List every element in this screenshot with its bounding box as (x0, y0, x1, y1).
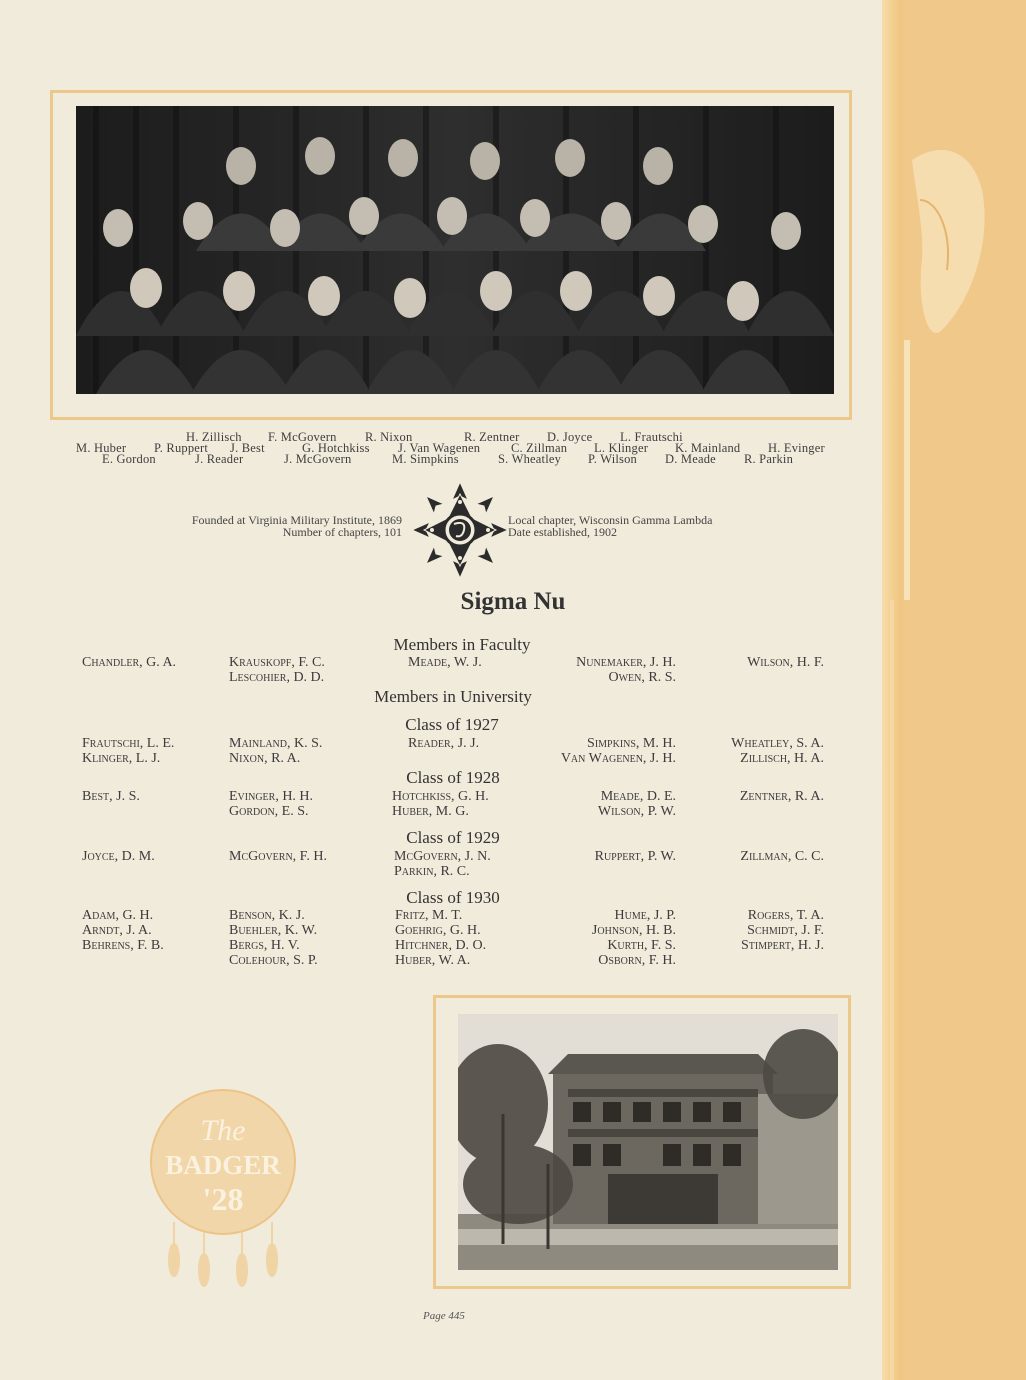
logo-line-2: BADGER (165, 1150, 281, 1180)
member-name: Goehrig, G. H. (395, 923, 481, 938)
member-name: Huber, M. G. (392, 804, 469, 819)
university-heading: Members in University (374, 687, 532, 706)
member-name: Hume, J. P. (614, 908, 676, 923)
class-1927-col-2 (229, 736, 322, 766)
member-name: Schmidt, J. F. (747, 923, 824, 938)
caption-name: R. Zentner (464, 430, 520, 444)
caption-name: D. Meade (665, 452, 716, 466)
local-chapter-line: Local chapter, Wisconsin Gamma Lambda (508, 513, 713, 527)
class-1928-heading: Class of 1928 (406, 768, 500, 787)
member-name: Hotchkiss, G. H. (392, 789, 489, 804)
member-name: Stimpert, H. J. (740, 938, 824, 953)
member-name: Evinger, H. H. (229, 789, 314, 804)
caption-name: L. Frautschi (620, 430, 683, 444)
member-name: Benson, K. J. (229, 908, 305, 923)
established-line: Date established, 1902 (508, 525, 617, 539)
class-1927-col-1 (82, 736, 174, 766)
member-name: Rogers, T. A. (747, 908, 824, 923)
faculty-heading: Members in Faculty (393, 635, 531, 654)
member-name: Buehler, K. W. (229, 923, 318, 938)
class-1928-col-5 (680, 789, 824, 804)
class-1930-col-1 (82, 908, 164, 953)
class-1928-col-1 (82, 789, 140, 804)
caption-name: R. Parkin (744, 452, 794, 466)
member-name: Fritz, M. T. (395, 908, 463, 923)
caption-name: H. Evinger (768, 441, 825, 455)
member-name: McGovern, F. H. (229, 849, 327, 864)
member-name: Ruppert, P. W. (594, 849, 676, 864)
class-1927-col-5 (680, 736, 824, 766)
logo-line-3: '28 (202, 1181, 244, 1217)
caption-name: L. Klinger (594, 441, 649, 455)
caption-name: C. Zillman (511, 441, 568, 455)
member-name: Johnson, H. B. (591, 923, 676, 938)
member-name: McGovern, J. N. (394, 849, 491, 864)
caption-name: D. Joyce (547, 430, 593, 444)
member-name: Frautschi, L. E. (82, 736, 175, 751)
member-name: Krauskopf, F. C. (229, 655, 325, 670)
member-name: Klinger, L. J. (82, 751, 161, 766)
member-name: Zillman, C. C. (740, 849, 824, 864)
class-1928-col-3 (392, 789, 489, 819)
member-name: Joyce, D. M. (82, 849, 155, 864)
caption-name: J. Van Wagenen (398, 441, 481, 455)
member-name: Best, J. S. (82, 789, 140, 804)
class-1929-heading: Class of 1929 (406, 828, 500, 847)
caption-name: K. Mainland (675, 441, 741, 455)
member-name: Zentner, R. A. (739, 789, 824, 804)
fraternity-badge-icon (410, 480, 510, 580)
caption-name: M. Huber (76, 441, 127, 455)
badger-28-logo (144, 1082, 302, 1292)
member-name: Lescohier, D. D. (229, 670, 325, 685)
member-name: Adam, G. H. (82, 908, 154, 923)
class-1929-col-3 (394, 849, 491, 879)
faculty-col-4 (500, 655, 676, 685)
class-1930-col-5 (680, 908, 824, 953)
member-name: Huber, W. A. (395, 953, 471, 968)
chapter-house-photo (458, 1014, 838, 1270)
member-name: Wilson, H. F. (747, 655, 824, 670)
member-name: Bergs, H. V. (229, 938, 300, 953)
caption-name: S. Wheatley (498, 452, 562, 466)
founded-info (100, 514, 402, 538)
member-name: Wilson, P. W. (597, 804, 676, 819)
class-1930-col-3 (395, 908, 486, 968)
class-1927-heading: Class of 1927 (405, 715, 499, 734)
member-name: Simpkins, M. H. (587, 736, 676, 751)
member-name: Meade, W. J. (408, 655, 482, 670)
member-name: Colehour, S. P. (229, 953, 318, 968)
member-name: Parkin, R. C. (394, 864, 470, 879)
caption-name: E. Gordon (102, 452, 156, 466)
member-name: Owen, R. S. (608, 670, 676, 685)
caption-name: J. Reader (195, 452, 244, 466)
group-photo (76, 106, 834, 394)
local-chapter-info (508, 514, 808, 538)
caption-name: F. McGovern (268, 430, 337, 444)
member-name: Behrens, F. B. (82, 938, 164, 953)
class-1927-col-3 (408, 736, 479, 751)
caption-row-3 (0, 452, 1026, 466)
class-1929-col-1 (82, 849, 155, 864)
class-1928-col-2 (229, 789, 313, 819)
founded-line: Founded at Virginia Military Institute, 1869 (191, 513, 402, 527)
faculty-col-5 (680, 655, 824, 670)
member-name: Arndt, J. A. (82, 923, 152, 938)
member-name: Zillisch, H. A. (740, 751, 824, 766)
class-1927-col-4 (500, 736, 676, 766)
member-name: Wheatley, S. A. (731, 736, 824, 751)
class-1929-col-5 (680, 849, 824, 864)
caption-name: J. Best (230, 441, 265, 455)
member-name: Hitchner, D. O. (395, 938, 487, 953)
member-name: Osborn, F. H. (598, 953, 676, 968)
member-name: Nunemaker, J. H. (576, 655, 676, 670)
faculty-col-2 (229, 655, 325, 685)
class-1930-col-2 (229, 908, 318, 968)
member-name: Chandler, G. A. (82, 655, 177, 670)
class-1928-col-4 (500, 789, 676, 819)
caption-name: P. Wilson (588, 452, 637, 466)
member-name: Mainland, K. S. (229, 736, 323, 751)
caption-name: R. Nixon (365, 430, 413, 444)
member-name: Meade, D. E. (600, 789, 676, 804)
caption-name: P. Ruppert (154, 441, 209, 455)
faculty-col-3 (408, 655, 482, 670)
member-name: Van Wagenen, J. H. (560, 751, 676, 766)
chapters-line: Number of chapters, 101 (282, 525, 402, 539)
class-1930-col-4 (500, 908, 676, 968)
member-name: Reader, J. J. (408, 736, 480, 751)
logo-line-1: The (200, 1114, 246, 1147)
member-name: Gordon, E. S. (229, 804, 309, 819)
caption-name: M. Simpkins (392, 452, 459, 466)
class-1929-col-4 (500, 849, 676, 864)
page-number: Page 445 (423, 1310, 465, 1322)
caption-name: G. Hotchkiss (302, 441, 370, 455)
member-name: Kurth, F. S. (607, 938, 676, 953)
class-1930-heading: Class of 1930 (406, 888, 500, 907)
faculty-col-1 (82, 655, 176, 670)
caption-name: H. Zillisch (186, 430, 242, 444)
class-1929-col-2 (229, 849, 327, 864)
caption-name: J. McGovern (284, 452, 352, 466)
member-name: Nixon, R. A. (229, 751, 301, 766)
fraternity-title: Sigma Nu (460, 588, 566, 615)
